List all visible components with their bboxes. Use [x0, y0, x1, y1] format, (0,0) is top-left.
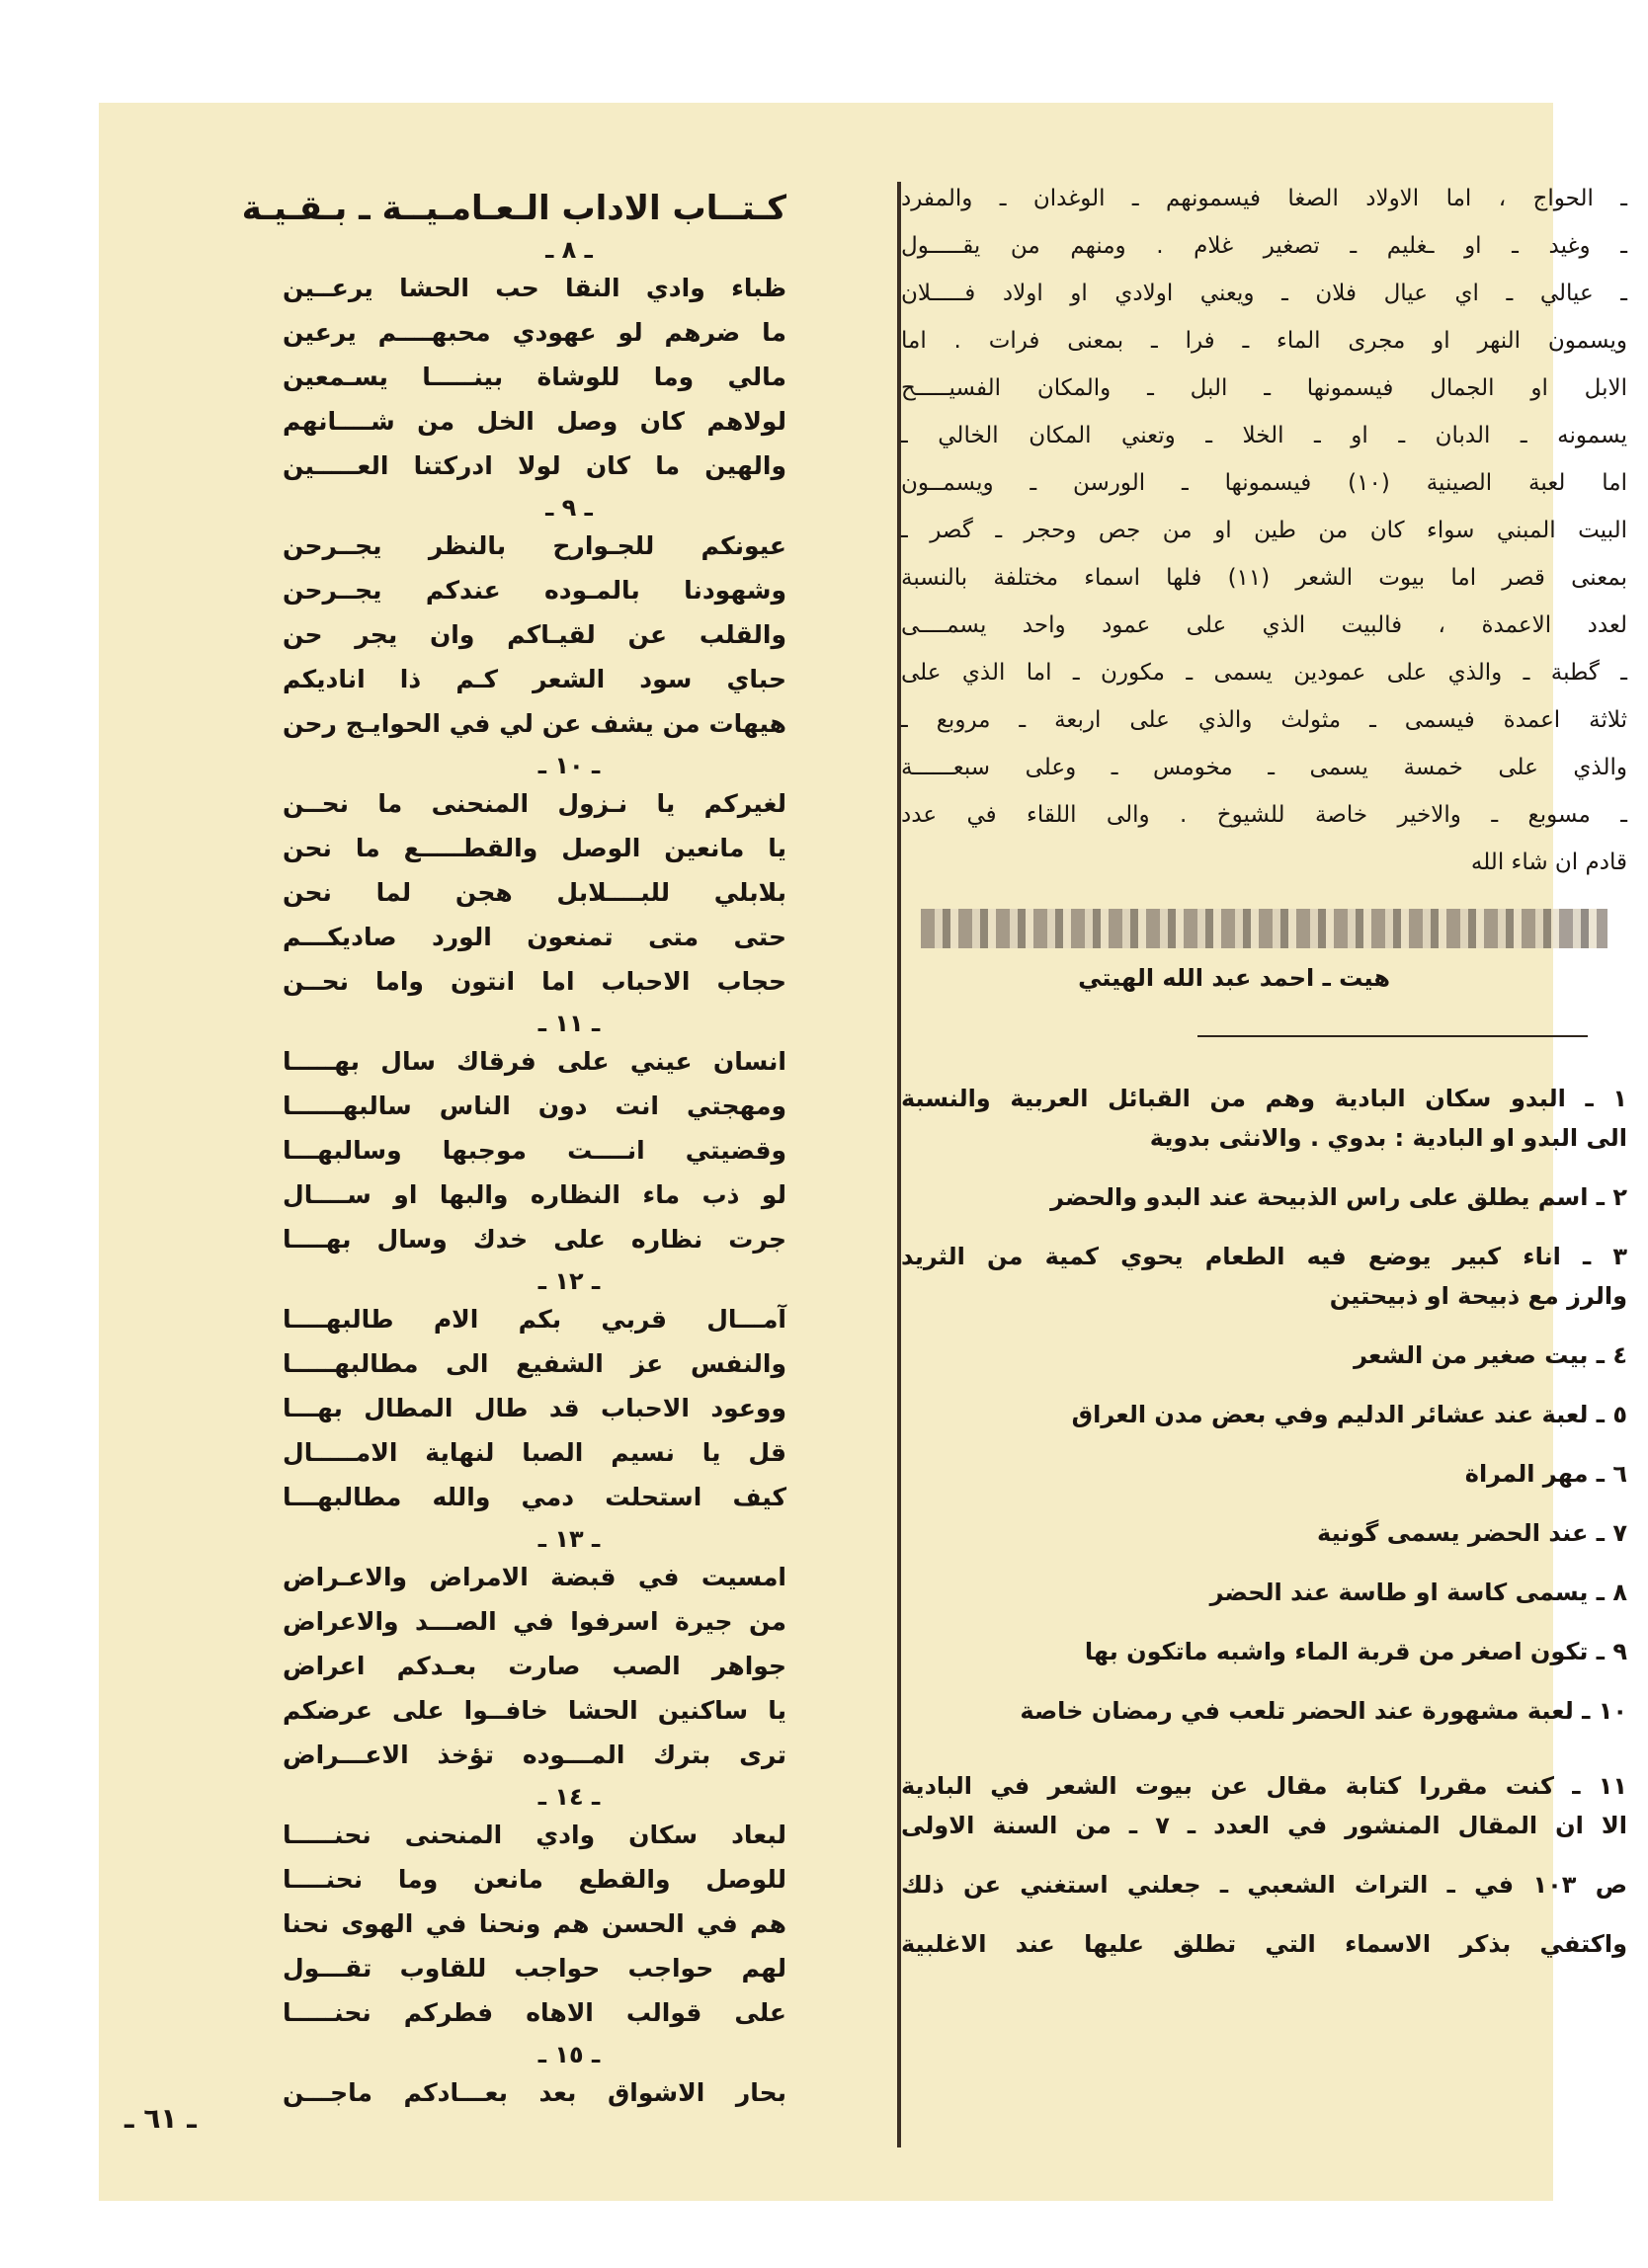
stanza-number: ـ ١٥ ـ: [537, 2041, 601, 2068]
footnote-text: ١ ـ البدو سكان البادية وهم من القبائل العربية والنسبة: [901, 1085, 1627, 1112]
verse-line: للوصل والقطع مانعن وما نحنــــا: [283, 1865, 786, 1894]
verse-line: بلابلي للبــــلابل هجن لما نحن: [283, 878, 786, 907]
footnote-item: [901, 1237, 1627, 1316]
footnotes: [901, 1079, 1627, 1964]
footnote-text: ٣ ـ اناء كبير يوضع فيه الطعام يحوي كمية من الثريد: [901, 1243, 1627, 1270]
footnote-continuation: الا ان المقال المنشور في العدد ـ ٧ ـ من السنة الاولى: [901, 1812, 1628, 1839]
verse-line: ظباء وادي النقا حب الحشا يرعــين: [283, 274, 786, 302]
scanned-page: [99, 103, 1628, 2201]
verse-line: لغيركم يا نـزول المنحنى ما نحــن: [283, 789, 786, 818]
footnote-continuation: ص ١٠٣ في ـ التراث الشعبي ـ جعلني استغني عن ذلك: [901, 1871, 1628, 1899]
stanza-number: ـ ١٢ ـ: [537, 1267, 601, 1295]
verse-line: والهين ما كان لولا ادركتنا العـــــين: [283, 451, 786, 480]
verse-line: جواهر الصب صارت بعـدكم اعراض: [283, 1652, 786, 1680]
footnote-continuation: واكتفي بذكر الاسماء التي تطلق عليها عند الاغلبية: [901, 1930, 1627, 1958]
verse-line: امسيت في قبضة الامراض والاعـراض: [283, 1563, 786, 1591]
footnote-text: ١٠ ـ لعبة مشهورة عند الحضر تلعب في رمضان خاصة: [1020, 1697, 1627, 1725]
article-line: لعدد الاعمدة ، فالبيت الذي على عمود واحد يسمــــى: [901, 612, 1627, 638]
verse-line: حجاب الاحباب اما انتون واما نحــن: [283, 967, 786, 996]
article-line: والذي على خمسة يسمى ـ مخومس ـ وعلى سبعــــــة: [901, 755, 1627, 780]
verse-line: ووعود الاحباب قد طال المطال بهـــا: [283, 1394, 786, 1422]
article-author: هيت ـ احمد عبد الله الهيتي: [1078, 964, 1390, 992]
article-line: ـ عيالي ـ اي عيال فلان ـ ويعني اولادي او اولاد فـــــلان: [901, 281, 1627, 306]
verse-line: كيف استحلت دمي والله مطالبهـــا: [283, 1483, 786, 1511]
verse-line: بحار الاشواق بعد بعـــادكم ماجـــن: [283, 2078, 786, 2107]
verse-line: ترى بترك المـــوده تؤخذ الاعـــراض: [283, 1741, 786, 1769]
verse-line: انسان عيني على فرقاك سال بهـــــا: [283, 1047, 786, 1076]
verse-line: آمـــال قربي بكم الام طالبهــــا: [283, 1305, 786, 1334]
article-line: الابل او الجمال فيسمونها ـ البل ـ والمكان الفسيـــــح: [901, 375, 1627, 401]
verse-line: وشهودنا بالمـوده عندكم يجــرحن: [283, 576, 786, 605]
article-line: ثلاثة اعمدة فيسمى ـ مثولث والذي على اربعة ـ مروبع ـ: [901, 707, 1627, 733]
footnote-item: [901, 1632, 1627, 1671]
article-line: بمعنى قصر اما بيوت الشعر (١١) فلها اسماء مختلفة بالنسبة: [901, 565, 1627, 591]
stanza-number: ـ ١٣ ـ: [537, 1525, 601, 1553]
verse-line: هيهات من يشف عن لي في الحوايـج رحن: [283, 709, 786, 738]
article-line: ـ گطبة ـ والذي على عمودين يسمى ـ مكورن ـ اما الذي على: [901, 660, 1627, 686]
faded-stamp: [921, 909, 1607, 948]
stanza-number: ـ ١١ ـ: [537, 1010, 601, 1037]
verse-line: ما ضرهم لو عهودي محبهــــم يرعين: [283, 318, 786, 347]
verse-line: جرت نظاره على خدك وسال بهــــا: [283, 1225, 786, 1254]
footnote-item: [901, 1691, 1627, 1731]
footnote-text: ٩ ـ تكون اصغر من قربة الماء واشبه ماتكون بها: [1084, 1638, 1627, 1665]
article-line: ـ مسوبع ـ والاخير خاصة للشيوخ . والى اللقاء في عدد: [901, 802, 1627, 828]
article-body: [901, 182, 1627, 893]
page-number: ـ ٦١ ـ: [124, 2102, 197, 2135]
footnote-item: [901, 1079, 1627, 1158]
verse-line: على قوالب الاهاه فطركم نحنـــــا: [283, 1998, 786, 2027]
stanza-number: ـ ١٤ ـ: [537, 1783, 601, 1811]
verse-line: حباي سود الشعر كـم ذا اناديكم: [283, 665, 786, 693]
footnote-text: ٤ ـ بيت صغير من الشعر: [1354, 1341, 1627, 1369]
verse-line: والنفس عز الشفيع الى مطالبهـــــا: [283, 1349, 786, 1378]
verse-line: لهم حواجب حواجب للقاوب تقـــول: [283, 1954, 786, 1983]
footnote-rule: [1197, 1035, 1588, 1037]
article-line: ويسمون النهر او مجرى الماء ـ فرا ـ بمعنى فرات . اما: [901, 328, 1627, 354]
article-column: [901, 182, 1627, 1984]
poem-title: كـتــاب الاداب الـعـامـيــة ـ بـقـيـة: [241, 189, 786, 228]
verse-line: عيونكم للجـوارح بالنظر يجــرحن: [283, 531, 786, 560]
article-line: ـ وغيد ـ او ـغليم ـ تصغير غلام . ومنهم من يقـــــول: [901, 233, 1627, 259]
footnote-text: ١١ ـ كنت مقررا كتابة مقال عن بيوت الشعر في البادية: [901, 1772, 1627, 1800]
verse-line: يا ساكنين الحشا خافــوا على عرضكم: [283, 1696, 786, 1725]
verse-line: قل يا نسيم الصبا لنهاية الامـــــال: [283, 1438, 786, 1467]
footnote-text: ٧ ـ عند الحضر يسمى گونية: [1317, 1519, 1627, 1547]
verse-line: لولاهم كان وصل الخل من شــــانهم: [283, 407, 786, 436]
verse-line: مالي وما للوشاة بينـــــا يسـمعين: [283, 363, 786, 391]
footnote-item: [901, 1766, 1627, 1964]
article-line: يسمونه ـ الدبان ـ او ـ الخلا ـ وتعني المكان الخالي ـ: [901, 423, 1627, 448]
footnote-item: [901, 1177, 1627, 1217]
verse-line: والقلب عن لقيـاكم وان يجر حن: [283, 620, 786, 649]
article-line: قادم ان شاء الله: [1470, 850, 1627, 875]
verse-line: لبعاد سكان وادي المنحنى نحنـــــا: [283, 1821, 786, 1849]
verse-line: لو ذب ماء النظاره والبها او ســــال: [283, 1180, 786, 1209]
footnote-item: [901, 1395, 1627, 1434]
footnote-continuation: والرز مع ذبيحة او ذبيحتين: [1329, 1282, 1627, 1310]
footnote-continuation: الى البدو او البادية : بدوي . والانثى بدوية: [1149, 1124, 1627, 1152]
footnote-text: ٢ ـ اسم يطلق على راس الذبيحة عند البدو والحضر: [1050, 1183, 1627, 1211]
article-line: ـ الحواج ، اما الاولاد الصغا فيسمونهم ـ الوغدان ـ والمفرد: [901, 186, 1627, 211]
poem-body: [283, 233, 786, 2118]
article-line: اما لعبة الصينية (١٠) فيسمونها ـ الورسن ـ ويسمــون: [901, 470, 1628, 496]
verse-line: يا مانعين الوصل والقطـــــع ما نحن: [283, 834, 786, 862]
footnote-item: [901, 1454, 1627, 1494]
verse-line: حتى متى تمنعون الورد صاديكـــم: [283, 923, 786, 951]
verse-line: ومهجتي انت دون الناس سالبهــــــا: [283, 1092, 786, 1120]
stanza-number: ـ ٩ ـ: [545, 494, 593, 522]
verse-line: هم في الحسن هم ونحنا في الهوى نحنا: [283, 1909, 786, 1938]
footnote-item: [901, 1573, 1627, 1612]
poem-column: [241, 184, 786, 2118]
footnote-text: ٦ ـ مهر المراة: [1464, 1460, 1627, 1488]
stanza-number: ـ ٨ ـ: [545, 236, 593, 264]
footnote-item: [901, 1336, 1627, 1375]
footnote-text: ٨ ـ يسمى كاسة او طاسة عند الحضر: [1209, 1579, 1627, 1606]
verse-line: وقضيتي انــــت موجبها وسالبهـــا: [283, 1136, 786, 1165]
stanza-number: ـ ١٠ ـ: [537, 752, 601, 779]
footnote-item: [901, 1513, 1627, 1553]
verse-line: من جيرة اسرفوا في الصـــد والاعراض: [283, 1607, 786, 1636]
article-line: البيت المبني سواء كان من طين او من جص وحجر ـ گصر ـ: [901, 518, 1627, 543]
footnote-text: ٥ ـ لعبة عند عشائر الدليم وفي بعض مدن العراق: [1071, 1401, 1627, 1428]
